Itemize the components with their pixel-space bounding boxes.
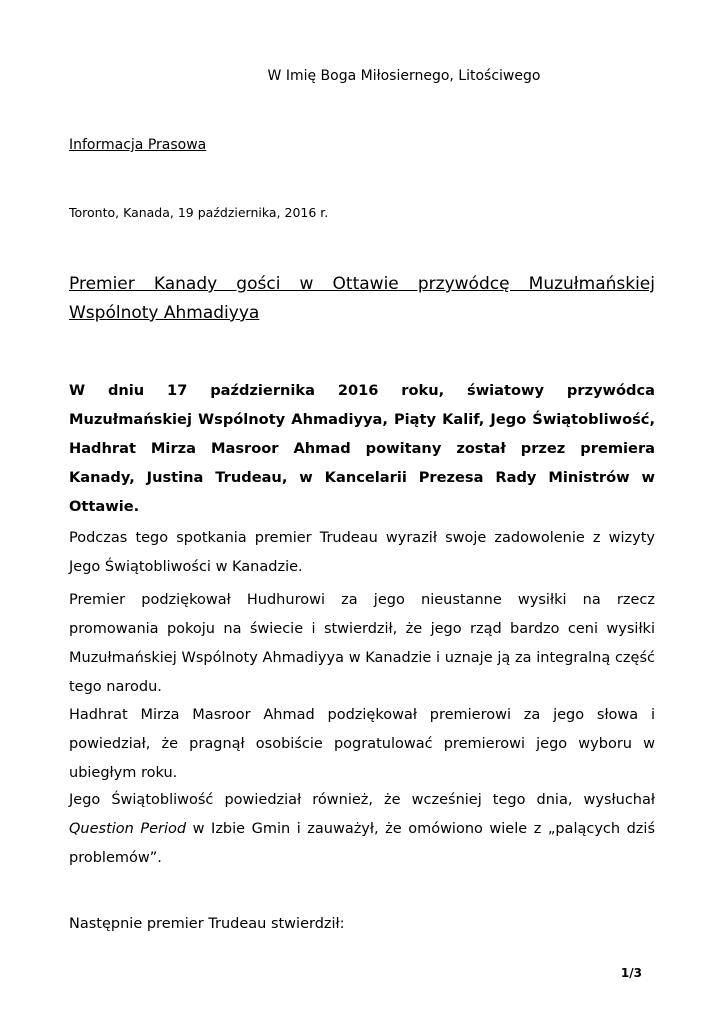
dateline: Toronto, Kanada, 19 października, 2016 r. bbox=[69, 205, 329, 220]
body-paragraph: Hadhrat Mirza Masroor Ahmad podziękował premierowi za jego słowa i powiedział, że pragnął osobiście pogratulować premierowi jego wyboru w ubiegłym roku. bbox=[69, 707, 655, 781]
p4-text-after: w Izbie Gmin i zauważył, że omówiono wiele z „palących dziś problemów”. bbox=[69, 821, 656, 866]
press-release-label: Informacja Prasowa bbox=[69, 137, 207, 153]
article-title: Premier Kanady gości w Ottawie przywódcę Muzułmańskiej Wspólnoty Ahmadiyya bbox=[69, 274, 655, 323]
body-paragraph-with-italic bbox=[69, 786, 655, 873]
p4-text-before: Jego Świątobliwość powiedział również, że wcześniej tego dnia, wysłuchał bbox=[69, 792, 655, 808]
page-number: 1/3 bbox=[620, 966, 642, 980]
p4-italic-term: Question Period bbox=[69, 821, 187, 837]
body-paragraph: Premier podziękował Hudhurowi za jego nieustanne wysiłki na rzecz promowania pokoju na świecie i stwierdził, że jego rząd bardzo ceni wysiłki Muzułmańskiej Wspólnoty Ahmadiyya w Kanadzie i uznaje ją za integralną część tego narodu. bbox=[69, 592, 655, 695]
lead-paragraph: W dniu 17 października 2016 roku, światowy przywódca Muzułmańskiej Wspólnoty Ahmadiyya, Piąty Kalif, Jego Świątobliwość, Hadhrat Mirza Masroor Ahmad powitany został przez premiera Kanady, Justina Trudeau, w Kancelarii Prezesa Rady Ministrów w Ottawie. bbox=[69, 382, 655, 515]
closing-line: Następnie premier Trudeau stwierdził: bbox=[69, 916, 345, 932]
body-paragraph: Podczas tego spotkania premier Trudeau wyraził swoje zadowolenie z wizyty Jego Świątobliwości w Kanadzie. bbox=[69, 530, 655, 575]
invocation-header: W Imię Boga Miłosiernego, Litościwego bbox=[267, 68, 541, 84]
